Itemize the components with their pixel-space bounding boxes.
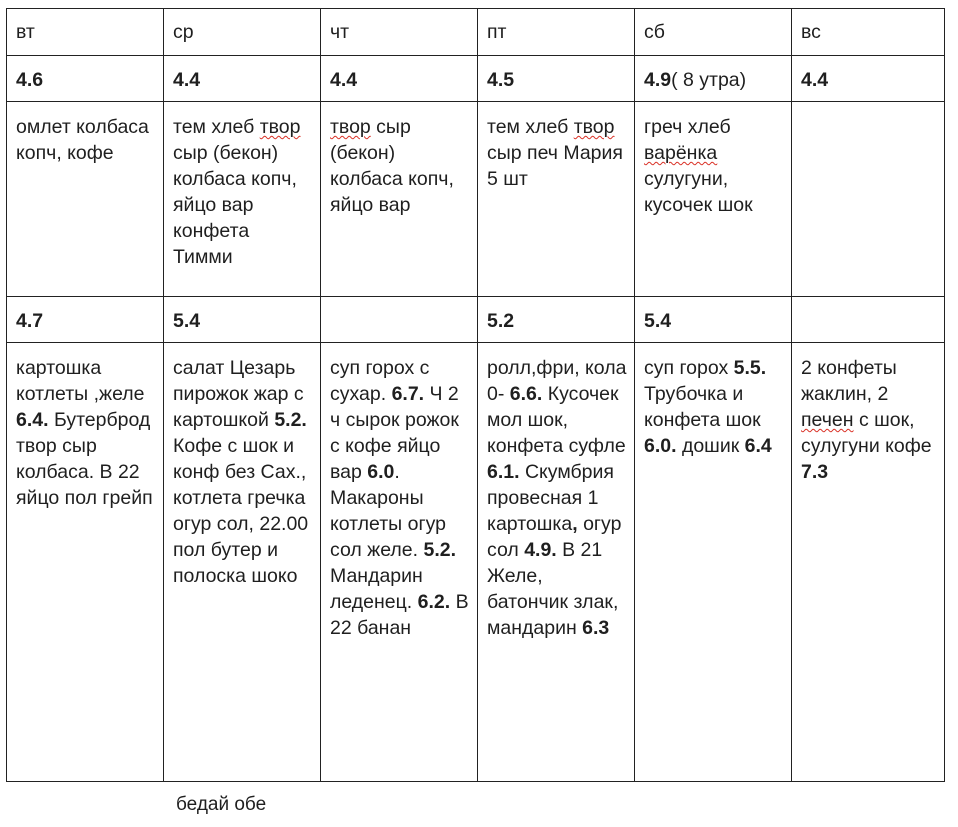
cell-score[interactable] [164,56,321,102]
cell-lunch[interactable] [7,343,164,782]
cell-day-sun[interactable] [792,9,945,56]
cell-lunch[interactable] [478,343,635,782]
spell-flag: твор [573,116,615,138]
breakfast-text: тем хлеб [487,116,574,138]
score-inline: 4.9. [524,539,557,561]
breakfast-text: сулугуни, кусочек шок [644,168,753,216]
lunch-segment: суп горох с сухар. [330,357,430,405]
day-label: пт [487,21,507,43]
cut-off-text: бедай обе [176,794,267,815]
row-breakfast [7,102,945,297]
cell-lunch[interactable] [164,343,321,782]
score-inline: 5.2. [423,539,457,561]
lunch-text [16,355,156,511]
score-inline: 6.2. [417,591,451,613]
cell-day-thu[interactable] [321,9,478,56]
score-inline: 7.3 [801,461,829,483]
row-midday-scores [7,297,945,343]
cell-lunch[interactable] [321,343,478,782]
score-inline: 6.0 [367,461,395,483]
lunch-segment: ролл,фри, кола 0- [487,357,627,405]
lunch-segment: Кофе с шок и конф без Сах., котлета гречка огур сол, 22.00 пол бутер и полоска шоко [173,435,309,587]
lunch-text [330,355,470,641]
score-value: 4.9 [644,69,672,91]
lunch-segment: Бутерброд твор сыр колбаса. В 22 яйцо пол грейп [16,409,153,509]
lunch-segment: В 21 Желе, батончик злак, мандарин [487,539,619,639]
cell-breakfast[interactable] [792,102,945,297]
score-inline: 6.3 [582,617,610,639]
lunch-segment: Скумбрия провесная 1 картошка [487,461,614,535]
score-value: 4.6 [16,69,44,91]
spell-flag: твор [330,116,371,138]
day-label: вс [801,21,821,43]
cell-score[interactable] [478,297,635,343]
cell-score[interactable] [792,297,945,343]
score-inline: 6.0. [644,435,677,457]
breakfast-text: сыр печ Мария 5 шт [487,142,623,190]
cell-score[interactable] [7,56,164,102]
score-value: 5.2 [487,310,515,332]
lunch-segment: Трубочка и конфета шок [644,383,761,431]
score-value: 4.4 [173,69,201,91]
lunch-segment: суп горох [644,357,734,379]
score-value: 5.4 [644,310,672,332]
cell-day-wed[interactable] [164,9,321,56]
lunch-segment: дошик [676,435,745,457]
cell-score[interactable] [792,56,945,102]
spell-flag: печен [801,409,854,431]
breakfast-text: омлет колбаса копч, кофе [16,116,149,164]
cell-day-fri[interactable] [478,9,635,56]
row-lunch [7,343,945,782]
cell-day-tue[interactable] [7,9,164,56]
cell-lunch[interactable] [792,343,945,782]
lunch-segment: Мандарин леденец. [330,565,423,613]
sheet [6,8,945,782]
cell-breakfast[interactable] [164,102,321,297]
lunch-segment: Кусочек мол шок, конфета суфле [487,383,626,457]
cut-off-next-row [6,794,436,817]
cell-score[interactable] [635,297,792,343]
score-inline: 6.4. [16,409,49,431]
lunch-segment: Ч 2 ч сырок рожок с кофе яйцо вар [330,383,459,483]
row-days [7,9,945,56]
lunch-text [644,355,784,459]
breakfast-text: сыр (бекон) колбаса копч, яйцо вар конфета Тимми [173,142,297,268]
lunch-segment: огур сол [487,513,622,561]
cell-breakfast[interactable] [635,102,792,297]
day-label: вт [16,21,35,43]
spell-flag: варёнка [644,142,718,164]
lunch-segment: . Макароны котлеты огур сол желе. [330,461,446,561]
lunch-segment: 2 конфеты жаклин, 2 [801,357,897,405]
cell-score[interactable] [164,297,321,343]
day-label: ср [173,21,194,43]
day-label: чт [330,21,350,43]
score-note: ( 8 утра) [671,69,747,91]
score-inline: 5.5. [733,357,767,379]
lunch-text [173,355,313,589]
lunch-segment: картошка котлеты ,желе [16,357,145,405]
breakfast-text: греч хлеб [644,116,731,138]
lunch-segment: с шок, сулугуни кофе [801,409,932,457]
score-value: 4.4 [330,69,358,91]
lunch-segment: В 22 банан [330,591,469,639]
spell-flag: твор [259,116,301,138]
lunch-text [487,355,627,641]
cell-breakfast[interactable] [7,102,164,297]
score-inline: 6.4 [744,435,772,457]
cell-day-sat[interactable] [635,9,792,56]
breakfast-text: сыр (бекон) колбаса копч, яйцо вар [330,116,454,216]
cell-score[interactable] [478,56,635,102]
score-value: 5.4 [173,310,201,332]
cell-score[interactable] [7,297,164,343]
score-inline: 6.1. [487,461,520,483]
row-morning-scores [7,56,945,102]
breakfast-text: тем хлеб [173,116,260,138]
cell-score[interactable] [321,297,478,343]
diary-table [6,8,945,782]
day-label: сб [644,21,665,43]
cell-breakfast[interactable] [321,102,478,297]
score-value: 4.4 [801,69,829,91]
lunch-text [801,355,937,485]
score-inline: , [572,513,578,535]
cell-lunch[interactable] [635,343,792,782]
score-inline: 6.7. [391,383,425,405]
score-value: 4.5 [487,69,515,91]
lunch-segment: салат Цезарь пирожок жар с картошкой [173,357,304,431]
cell-breakfast[interactable] [478,102,635,297]
cell-score[interactable] [321,56,478,102]
cell-score[interactable] [635,56,792,102]
score-inline: 5.2. [274,409,307,431]
score-inline: 6.6. [509,383,543,405]
score-value: 4.7 [16,310,44,332]
